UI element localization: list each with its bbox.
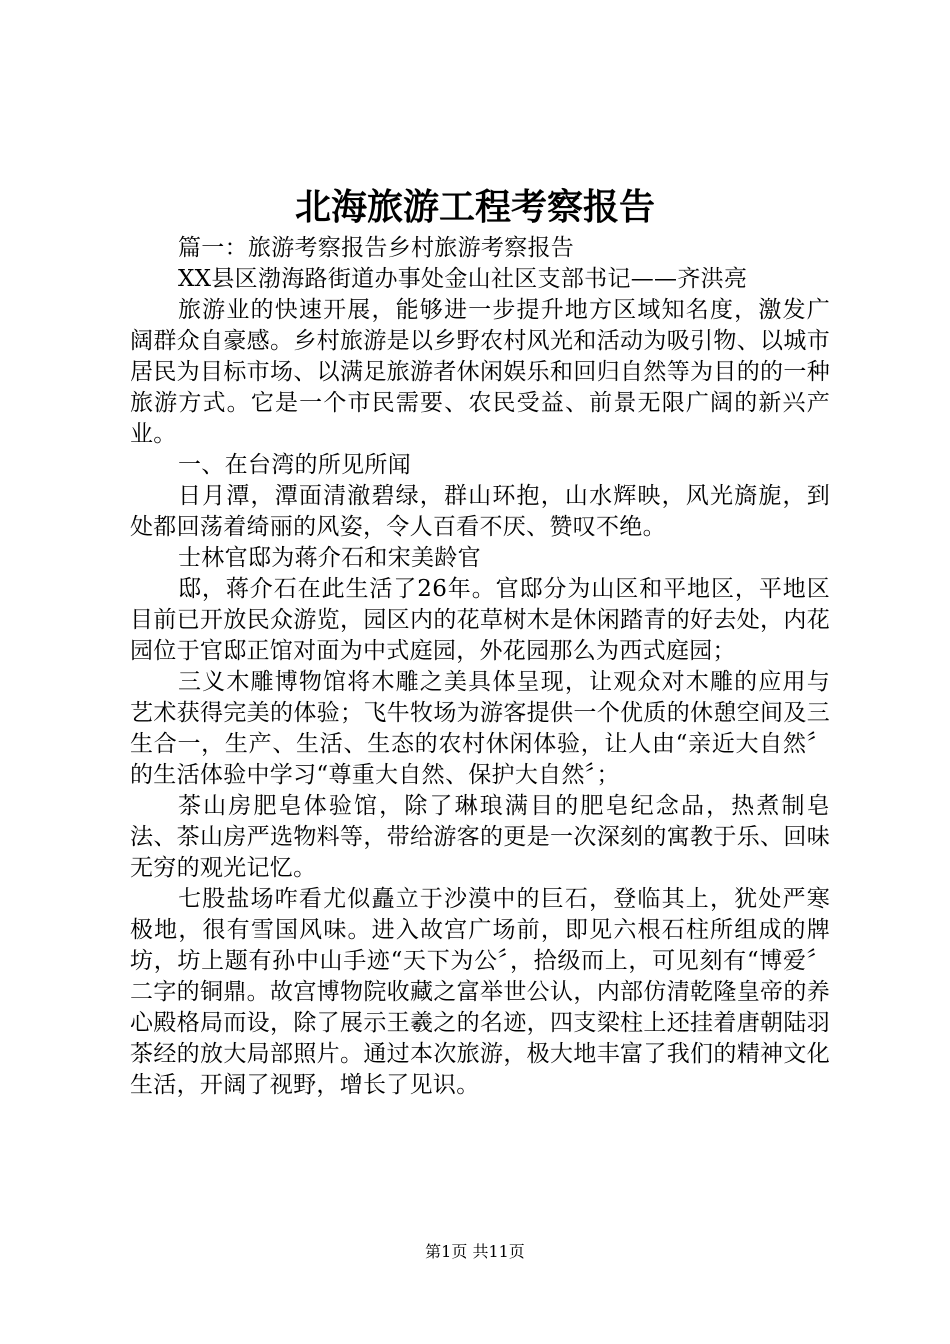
paragraph: 茶山房肥皂体验馆，除了琳琅满目的肥皂纪念品，热煮制皂法、茶山房严选物料等，带给游客的更是一次深刻的寓教于乐、回味无穷的观光记忆。 — [130, 793, 830, 881]
paragraph: 士林官邸为蒋介石和宋美龄官 — [178, 545, 481, 571]
paragraph: 旅游业的快速开展，能够进一步提升地方区域知名度，激发广阔群众自豪感。乡村旅游是以乡野农村风光和活动为吸引物、以城市居民为目标市场、以满足旅游者休闲娱乐和回归自然等为目的的一种旅游方式。它是一个市民需要、农民受益、前景无限广阔的新兴产业。 — [130, 297, 830, 447]
paragraph: 一、在台湾的所见所闻 — [178, 452, 411, 478]
page-footer: 第1页 共11页 — [425, 1242, 525, 1261]
paragraph: 七股盐场咋看尤似矗立于沙漠中的巨石，登临其上，犹处严寒极地，很有雪国风味。进入故宫广场前，即见六根石柱所组成的牌坊，坊上题有孙中山手迹“天下为公〞，拾级而上，可见刻有“博爱〞二字的铜鼎。故宫博物院收藏之富举世公认，内部仿清乾隆皇帝的养心殿格局而设，除了展示王羲之的名迹，四支梁柱上还挂着唐朝陆羽茶经的放大局部照片。通过本次旅游，极大地丰富了我们的精神文化生活，开阔了视野，增长了见识。 — [130, 886, 830, 1098]
paragraph: 篇一：旅游考察报告乡村旅游考察报告 — [178, 235, 575, 261]
document-body — [130, 233, 830, 1101]
paragraph: 三义木雕博物馆将木雕之美具体呈现，让观众对木雕的应用与艺术获得完美的体验；飞牛牧场为游客提供一个优质的休憩空间及三生合一，生产、生活、生态的农村休闲体验，让人由“亲近大自然〞的生活体验中学习“尊重大自然、保护大自然〞； — [130, 669, 830, 788]
paragraph: 日月潭，潭面清澈碧绿，群山环抱，山水辉映，风光旖旎，到处都回荡着绮丽的风姿，令人百看不厌、赞叹不绝。 — [130, 483, 830, 540]
paragraph: XX县区渤海路街道办事处金山社区支部书记——齐洪亮 — [178, 266, 748, 292]
paragraph: 邸，蒋介石在此生活了26年。官邸分为山区和平地区，平地区目前已开放民众游览，园区内的花草树木是休闲踏青的好去处，内花园位于官邸正馆对面为中式庭园，外花园那么为西式庭园； — [130, 576, 830, 664]
document-title: 北海旅游工程考察报告 — [294, 186, 655, 228]
